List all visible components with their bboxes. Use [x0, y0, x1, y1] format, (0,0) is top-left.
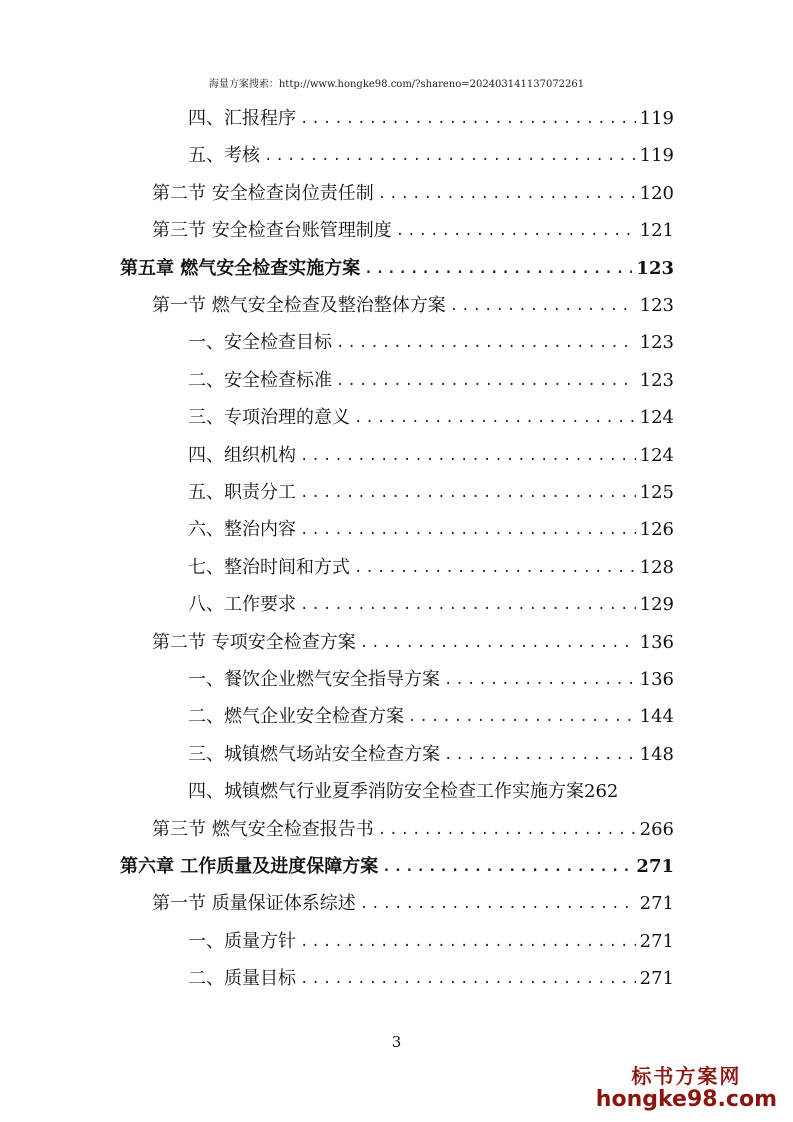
toc-item-entry[interactable]	[188, 778, 674, 806]
toc-chapter-entry[interactable]	[120, 255, 674, 283]
toc-entry-title: 第二节 安全检查岗位责任制	[152, 182, 374, 204]
toc-entry-title: 第一节 质量保证体系综述	[152, 893, 356, 915]
toc-entry-page: 271	[639, 930, 674, 952]
toc-dot-leader	[450, 292, 636, 320]
toc-dot-leader	[444, 666, 636, 694]
toc-item-entry[interactable]	[188, 666, 674, 694]
toc-item-entry[interactable]	[188, 442, 674, 470]
toc-entry-title: 第二节 专项安全检查方案	[152, 631, 356, 653]
toc-item-entry[interactable]	[188, 554, 674, 582]
toc-dot-leader	[378, 180, 636, 208]
page-header-url: 海量方案搜索：http://www.hongke98.com/?shareno=202403141137072261	[208, 79, 585, 90]
page-number: 3	[391, 1033, 402, 1051]
toc-entry-title: 二、安全检查标准	[188, 369, 332, 391]
toc-section-entry[interactable]	[152, 816, 674, 844]
toc-entry-page: 271	[636, 856, 674, 877]
toc-dot-leader	[300, 442, 636, 470]
toc-dot-leader	[300, 965, 636, 993]
toc-entry-page: 120	[639, 182, 674, 204]
toc-dot-leader	[360, 629, 636, 657]
toc-dot-leader	[364, 255, 632, 283]
toc-entry-page: 271	[639, 968, 674, 990]
toc-dot-leader	[300, 928, 636, 956]
toc-item-entry[interactable]	[188, 329, 674, 357]
toc-entry-title: 七、整治时间和方式	[188, 556, 350, 578]
toc-item-entry[interactable]	[188, 703, 674, 731]
toc-dot-leader	[354, 404, 636, 432]
toc-dot-leader	[378, 816, 636, 844]
toc-entry-page: 121	[639, 220, 674, 242]
toc-dot-leader	[300, 105, 636, 133]
toc-entry-page: 144	[639, 706, 674, 728]
toc-entry-page: 148	[639, 743, 674, 765]
toc-entry-title: 四、城镇燃气行业夏季消防安全检查工作实施方案	[188, 781, 584, 803]
toc-dot-leader	[444, 741, 636, 769]
toc-item-entry[interactable]	[188, 404, 674, 432]
toc-item-entry[interactable]	[188, 965, 674, 993]
toc-entry-title: 第五章 燃气安全检查实施方案	[120, 257, 361, 279]
toc-entry-page: 123	[639, 332, 674, 354]
toc-item-entry[interactable]	[188, 516, 674, 544]
toc-entry-page: 271	[639, 893, 674, 915]
toc-item-entry[interactable]	[188, 741, 674, 769]
toc-entry-page: 129	[639, 594, 674, 616]
watermark-en: hongke98.com	[595, 1087, 777, 1112]
toc-entry-page: 266	[639, 818, 674, 840]
toc-entry-title: 第一节 燃气安全检查及整治整体方案	[152, 295, 446, 316]
toc-entry-title: 一、安全检查目标	[188, 332, 332, 354]
toc-dot-leader	[300, 479, 636, 507]
toc-entry-title: 三、专项治理的意义	[188, 407, 350, 429]
toc-dot-leader	[300, 591, 636, 619]
toc-section-entry[interactable]	[152, 629, 674, 657]
toc-entry-page: 136	[639, 631, 674, 653]
toc-dot-leader	[360, 890, 636, 918]
toc-entry-title: 第三节 燃气安全检查报告书	[152, 818, 374, 840]
toc-entry-title: 五、考核	[188, 145, 260, 167]
toc-dot-leader	[354, 554, 636, 582]
toc-entry-title: 二、质量目标	[188, 968, 296, 990]
toc-section-entry[interactable]	[152, 292, 674, 320]
toc-item-entry[interactable]	[188, 591, 674, 619]
toc-chapter-entry[interactable]	[120, 853, 674, 881]
toc-entry-page: 126	[639, 519, 674, 541]
toc-entry-page: 124	[639, 407, 674, 429]
toc-entry-title: 四、汇报程序	[188, 108, 296, 129]
toc-dot-leader	[382, 853, 632, 881]
toc-entry-page: 123	[636, 257, 674, 279]
toc-item-entry[interactable]	[188, 928, 674, 956]
toc-entry-title: 五、职责分工	[188, 482, 296, 503]
toc-item-entry[interactable]	[188, 105, 674, 133]
toc-entry-page: 124	[639, 444, 674, 466]
toc-entry-page: 119	[639, 145, 674, 167]
toc-entry-title: 二、燃气企业安全检查方案	[188, 706, 404, 728]
toc-entry-title: 三、城镇燃气场站安全检查方案	[188, 743, 440, 765]
toc-entry-title: 六、整治内容	[188, 519, 296, 541]
toc-entry-title: 一、质量方针	[188, 930, 296, 952]
toc-dot-leader	[300, 516, 636, 544]
toc-item-entry[interactable]	[188, 367, 674, 395]
toc-item-entry[interactable]	[188, 479, 674, 507]
toc-entry-page: 123	[639, 295, 674, 316]
toc-dot-leader	[336, 329, 636, 357]
toc-dot-leader	[408, 703, 636, 731]
watermark-cn: 标书方案网	[631, 1064, 742, 1088]
toc-entry-title: 四、组织机构	[188, 444, 296, 466]
toc-entry-page: 136	[639, 669, 674, 690]
watermark-logo	[596, 1060, 777, 1112]
toc-entry-page: 119	[639, 108, 674, 129]
toc-dot-leader	[396, 217, 636, 245]
toc-entry-page: 123	[639, 369, 674, 391]
toc-entry-page: 262	[584, 781, 619, 803]
toc-entry-title: 第六章 工作质量及进度保障方案	[120, 856, 379, 877]
toc-section-entry[interactable]	[152, 180, 674, 208]
toc-entry-title: 第三节 安全检查台账管理制度	[152, 220, 392, 242]
toc-entry-page: 125	[639, 482, 674, 503]
toc-entry-title: 八、工作要求	[188, 594, 296, 616]
toc-entry-title: 一、餐饮企业燃气安全指导方案	[188, 669, 440, 690]
toc-dot-leader	[336, 367, 636, 395]
toc-section-entry[interactable]	[152, 217, 674, 245]
toc-entry-page: 128	[639, 556, 674, 578]
toc-item-entry[interactable]	[188, 142, 674, 170]
toc-dot-leader	[264, 142, 636, 170]
toc-section-entry[interactable]	[152, 890, 674, 918]
